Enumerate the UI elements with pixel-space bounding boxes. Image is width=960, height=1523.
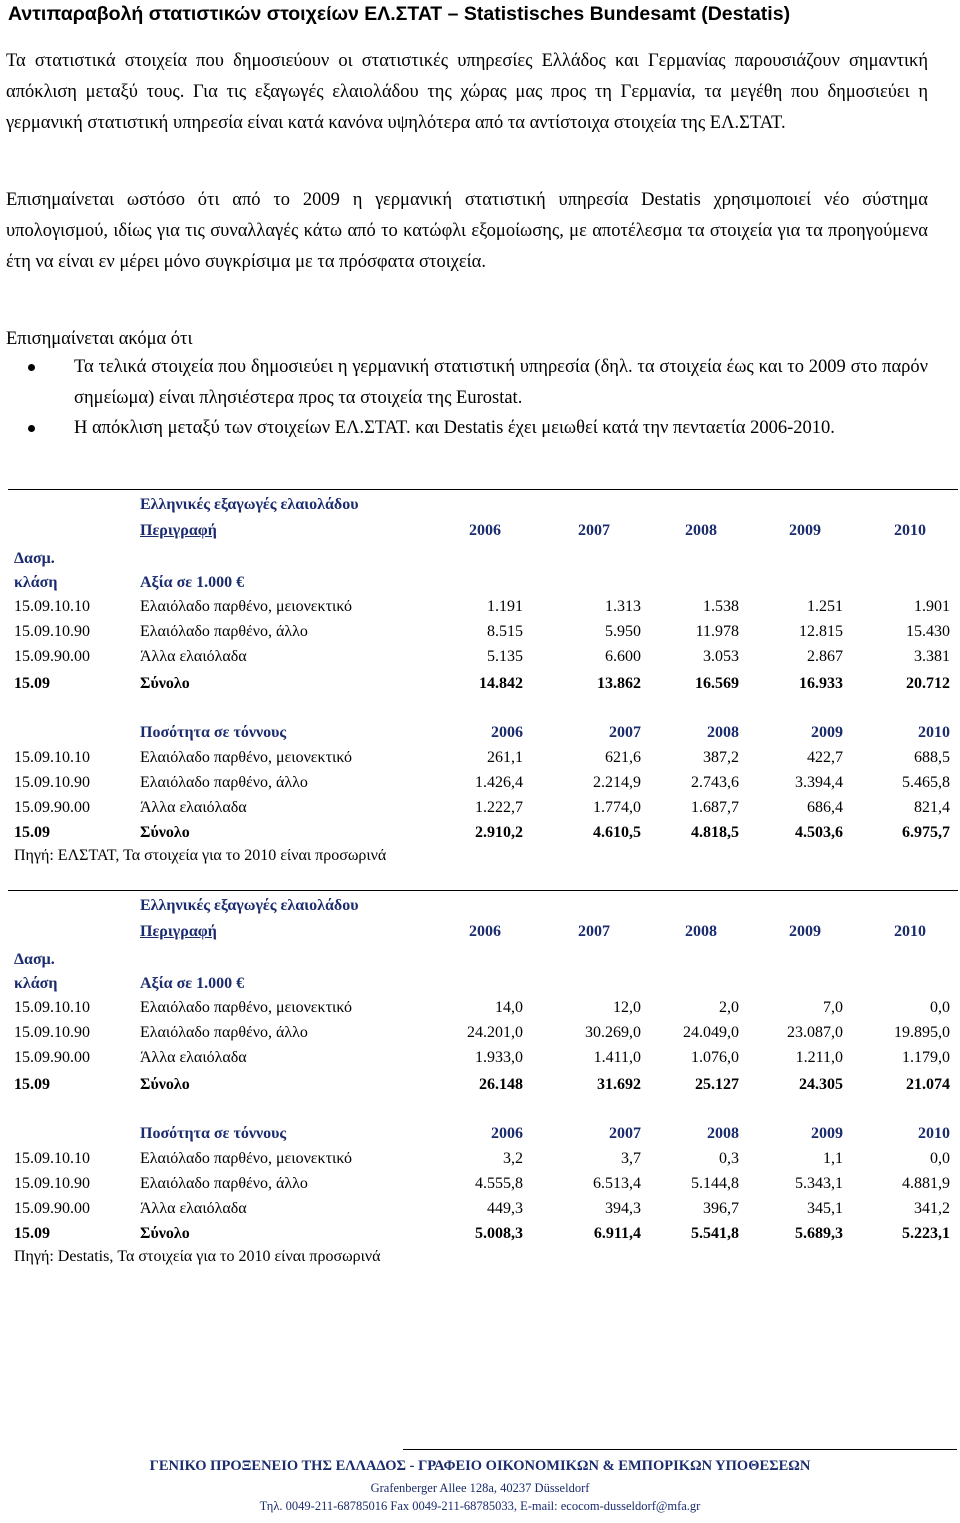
cell-value: 3,7: [621, 1150, 641, 1167]
description-header: Περιγραφή: [140, 522, 217, 539]
cell-value: 1.251: [807, 598, 843, 615]
cell-value: 3,2: [503, 1150, 523, 1167]
table-heading: Ελληνικές εξαγωγές ελαιολάδου: [140, 496, 359, 513]
cell-value: 2,0: [719, 999, 739, 1016]
cell-value: 688,5: [914, 749, 950, 766]
cell-value: 394,3: [605, 1200, 641, 1217]
cell-value: 341,2: [914, 1200, 950, 1217]
product-description: Ελαιόλαδο παρθένο, άλλο: [140, 1175, 308, 1192]
cell-value: 21.074: [906, 1076, 950, 1093]
cell-value: 4.818,5: [691, 824, 739, 841]
year-header: 2008: [707, 1125, 739, 1142]
cell-value: 0,0: [930, 1150, 950, 1167]
year-header: 2010: [918, 724, 950, 741]
year-header: 2009: [789, 923, 821, 940]
methodology-paragraph: Επισημαίνεται ωστόσο ότι από το 2009 η γερμανική στατιστική υπηρεσία Destatis χρησιμοποιεί νέο σύστημα υπολογισμού, ιδίως για τις συναλλαγές κάτω από το κατώφλι εξομοίωσης, με αποτέλεσμα τα στοιχεία για τα προηγούμενα έτη να είναι εν μέρει μόνο συγκρίσιμα με τα πρόσφατα στοιχεία.: [6, 190, 928, 272]
quantity-unit-label: Ποσότητα σε τόννους: [140, 724, 287, 741]
cell-value: 1.901: [914, 598, 950, 615]
cell-value: 16.569: [695, 675, 739, 692]
cell-value: 24.201,0: [467, 1024, 523, 1041]
tariff-code: 15.09.10.90: [14, 1024, 90, 1041]
cell-value: 2.867: [807, 648, 843, 665]
quantity-header-row: [0, 721, 960, 745]
cell-value: 6.911,4: [593, 1225, 641, 1242]
table-header-row: [0, 519, 960, 543]
tariff-code: 15.09.10.10: [14, 999, 90, 1016]
table-row: [0, 996, 960, 1020]
list-item: Η απόκλιση μεταξύ των στοιχείων ΕΛ.ΣΤΑΤ. και Destatis έχει μειωθεί κατά την πενταετία 2006-2010.: [6, 413, 928, 444]
cell-value: 30.269,0: [585, 1024, 641, 1041]
cell-value: 0,0: [930, 999, 950, 1016]
intro-paragraph: Τα στατιστικά στοιχεία που δημοσιεύουν οι στατιστικές υπηρεσίες Ελλάδος και Γερμανίας παρουσιάζουν σημαντική απόκλιση μεταξύ τους. Για τις εξαγωγές ελαιολάδου της χώρας μας προς τη Γερμανία, τα μεγέθη που δημοσιεύει η γερμανική στατιστική υπηρεσία είναι κατά κανόνα υψηλότερα από τα αντίστοιχα στοιχεία της ΕΛ.ΣΤΑΤ.: [6, 51, 928, 133]
tariff-code: 15.09.10.10: [14, 749, 90, 766]
tariff-code: 15.09.10.90: [14, 774, 90, 791]
tariff-code: 15.09: [14, 1076, 50, 1093]
table-heading-row: [0, 493, 960, 517]
cell-value: 19.895,0: [894, 1024, 950, 1041]
year-header: 2008: [685, 522, 717, 539]
year-header: 2007: [609, 1125, 641, 1142]
table-row: [0, 821, 960, 845]
year-header: 2007: [609, 724, 641, 741]
footer-organization: ΓΕΝΙΚΟ ΠΡΟΞΕΝΕΙΟ ΤΗΣ ΕΛΛΑΔΟΣ - ΓΡΑΦΕΙΟ ΟΙΚΟΝΟΜΙΚΩΝ & ΕΜΠΟΡΙΚΩΝ ΥΠΟΘΕΣΕΩΝ: [149, 1458, 811, 1474]
cell-value: 7,0: [823, 999, 843, 1016]
product-description: Σύνολο: [140, 1076, 190, 1093]
table-source-note: Πηγή: ΕΛΣΤΑΤ, Τα στοιχεία για το 2010 είναι προσωρινά: [14, 847, 387, 864]
cell-value: 1.076,0: [691, 1049, 739, 1066]
description-header: Περιγραφή: [140, 923, 217, 940]
tariff-code: 15.09.10.10: [14, 1150, 90, 1167]
cell-value: 1.411,0: [593, 1049, 641, 1066]
product-description: Άλλα ελαιόλαδα: [140, 648, 247, 665]
notes-list: [6, 352, 928, 444]
value-label-row: [0, 972, 960, 996]
tariff-code: 15.09: [14, 675, 50, 692]
value-unit-label: Αξία σε 1.000 €: [140, 975, 245, 992]
cell-value: 16.933: [799, 675, 843, 692]
table-row: [0, 1147, 960, 1171]
cell-value: 5.465,8: [902, 774, 950, 791]
cell-value: 5.950: [605, 623, 641, 640]
table-row: [0, 620, 960, 644]
cell-value: 5.689,3: [795, 1225, 843, 1242]
code-label: κλάση: [14, 574, 58, 591]
tariff-code: 15.09: [14, 824, 50, 841]
table-heading-row: [0, 894, 960, 918]
cell-value: 23.087,0: [787, 1024, 843, 1041]
code-label-row: [0, 547, 960, 571]
cell-value: 6.513,4: [593, 1175, 641, 1192]
cell-value: 1.687,7: [691, 799, 739, 816]
cell-value: 1.538: [703, 598, 739, 615]
footer-contact: Τηλ. 0049-211-68785016 Fax 0049-211-68785033, E-mail: ecocom-dusseldorf@mfa.gr: [259, 1499, 701, 1513]
note-paragraph: Επισημαίνεται ακόμα ότι: [6, 329, 193, 349]
year-header: 2010: [918, 1125, 950, 1142]
table-top-rule: [8, 489, 958, 490]
cell-value: 11.978: [695, 623, 739, 640]
cell-value: 5.541,8: [691, 1225, 739, 1242]
product-description: Ελαιόλαδο παρθένο, άλλο: [140, 1024, 308, 1041]
product-description: Σύνολο: [140, 675, 190, 692]
list-item: Τα τελικά στοιχεία που δημοσιεύει η γερμανική στατιστική υπηρεσία (δηλ. τα στοιχεία έως και το 2009 στο παρόν σημείωμα) είναι πλησιέστερα προς τα στοιχεία της Eurostat.: [6, 352, 928, 413]
table-row: [0, 1222, 960, 1246]
cell-value: 20.712: [906, 675, 950, 692]
value-label-row: [0, 571, 960, 595]
cell-value: 12,0: [613, 999, 641, 1016]
product-description: Ελαιόλαδο παρθένο, άλλο: [140, 774, 308, 791]
cell-value: 5.144,8: [691, 1175, 739, 1192]
cell-value: 621,6: [605, 749, 641, 766]
cell-value: 396,7: [703, 1200, 739, 1217]
cell-value: 4.881,9: [902, 1175, 950, 1192]
product-description: Σύνολο: [140, 824, 190, 841]
tariff-code: 15.09.10.90: [14, 1175, 90, 1192]
footer-divider: [403, 1449, 957, 1450]
tariff-code: 15.09.10.90: [14, 623, 90, 640]
year-header: 2009: [811, 1125, 843, 1142]
cell-value: 5.008,3: [475, 1225, 523, 1242]
tariff-code: 15.09.10.10: [14, 598, 90, 615]
cell-value: 15.430: [906, 623, 950, 640]
cell-value: 686,4: [807, 799, 843, 816]
cell-value: 1,1: [823, 1150, 843, 1167]
product-description: Ελαιόλαδο παρθένο, μειονεκτικό: [140, 999, 353, 1016]
table-row: [0, 796, 960, 820]
quantity-unit-label: Ποσότητα σε τόννους: [140, 1125, 287, 1142]
cell-value: 24.049,0: [683, 1024, 739, 1041]
table-row: [0, 771, 960, 795]
product-description: Άλλα ελαιόλαδα: [140, 799, 247, 816]
cell-value: 2.214,9: [593, 774, 641, 791]
product-description: Άλλα ελαιόλαδα: [140, 1049, 247, 1066]
product-description: Άλλα ελαιόλαδα: [140, 1200, 247, 1217]
cell-value: 5.135: [487, 648, 523, 665]
year-header: 2007: [578, 522, 610, 539]
year-header: 2010: [894, 923, 926, 940]
cell-value: 31.692: [597, 1076, 641, 1093]
code-label-row: [0, 948, 960, 972]
table-source-note: Πηγή: Destatis, Τα στοιχεία για το 2010 είναι προσωρινά: [14, 1248, 381, 1265]
cell-value: 345,1: [807, 1200, 843, 1217]
cell-value: 1.426,4: [475, 774, 523, 791]
cell-value: 449,3: [487, 1200, 523, 1217]
cell-value: 13.862: [597, 675, 641, 692]
cell-value: 8.515: [487, 623, 523, 640]
table-row: [0, 1021, 960, 1045]
year-header: 2009: [789, 522, 821, 539]
cell-value: 5.223,1: [902, 1225, 950, 1242]
product-description: Ελαιόλαδο παρθένο, μειονεκτικό: [140, 1150, 353, 1167]
cell-value: 1.222,7: [475, 799, 523, 816]
code-label: Δασμ.: [14, 550, 55, 567]
cell-value: 25.127: [695, 1076, 739, 1093]
cell-value: 422,7: [807, 749, 843, 766]
tariff-code: 15.09.90.00: [14, 799, 90, 816]
cell-value: 1.933,0: [475, 1049, 523, 1066]
cell-value: 1.211,0: [795, 1049, 843, 1066]
cell-value: 2.743,6: [691, 774, 739, 791]
value-unit-label: Αξία σε 1.000 €: [140, 574, 245, 591]
cell-value: 12.815: [799, 623, 843, 640]
cell-value: 1.313: [605, 598, 641, 615]
footer-address: Grafenberger Allee 128a, 40237 Düsseldorf: [370, 1481, 590, 1495]
year-header: 2006: [491, 724, 523, 741]
cell-value: 387,2: [703, 749, 739, 766]
page-title: Αντιπαραβολή στατιστικών στοιχείων ΕΛ.ΣΤΑΤ – Statistisches Bundesamt (Destatis): [8, 3, 791, 25]
table-row: [0, 672, 960, 696]
cell-value: 4.610,5: [593, 824, 641, 841]
cell-value: 3.053: [703, 648, 739, 665]
tariff-code: 15.09.90.00: [14, 648, 90, 665]
cell-value: 24.305: [799, 1076, 843, 1093]
bullet-icon: [28, 364, 35, 371]
quantity-header-row: [0, 1122, 960, 1146]
cell-value: 1.191: [487, 598, 523, 615]
table-row: [0, 1172, 960, 1196]
tariff-code: 15.09.90.00: [14, 1200, 90, 1217]
table-header-row: [0, 920, 960, 944]
cell-value: 14,0: [495, 999, 523, 1016]
tariff-code: 15.09.90.00: [14, 1049, 90, 1066]
year-header: 2006: [469, 923, 501, 940]
year-header: 2006: [469, 522, 501, 539]
cell-value: 2.910,2: [475, 824, 523, 841]
cell-value: 0,3: [719, 1150, 739, 1167]
bullet-icon: [28, 425, 35, 432]
year-header: 2009: [811, 724, 843, 741]
tariff-code: 15.09: [14, 1225, 50, 1242]
year-header: 2008: [685, 923, 717, 940]
table-row: [0, 1197, 960, 1221]
product-description: Ελαιόλαδο παρθένο, άλλο: [140, 623, 308, 640]
year-header: 2008: [707, 724, 739, 741]
cell-value: 1.774,0: [593, 799, 641, 816]
code-label: Δασμ.: [14, 951, 55, 968]
year-header: 2007: [578, 923, 610, 940]
cell-value: 1.179,0: [902, 1049, 950, 1066]
year-header: 2010: [894, 522, 926, 539]
cell-value: 6.600: [605, 648, 641, 665]
year-header: 2006: [491, 1125, 523, 1142]
cell-value: 4.503,6: [795, 824, 843, 841]
table-row: [0, 645, 960, 669]
table-top-rule: [8, 890, 958, 891]
product-description: Ελαιόλαδο παρθένο, μειονεκτικό: [140, 598, 353, 615]
cell-value: 3.381: [914, 648, 950, 665]
code-label: κλάση: [14, 975, 58, 992]
cell-value: 26.148: [479, 1076, 523, 1093]
cell-value: 4.555,8: [475, 1175, 523, 1192]
product-description: Ελαιόλαδο παρθένο, μειονεκτικό: [140, 749, 353, 766]
table-row: [0, 595, 960, 619]
table-row: [0, 1073, 960, 1097]
cell-value: 821,4: [914, 799, 950, 816]
table-heading: Ελληνικές εξαγωγές ελαιολάδου: [140, 897, 359, 914]
cell-value: 14.842: [479, 675, 523, 692]
cell-value: 3.394,4: [795, 774, 843, 791]
cell-value: 261,1: [487, 749, 523, 766]
product-description: Σύνολο: [140, 1225, 190, 1242]
table-row: [0, 1046, 960, 1070]
table-row: [0, 746, 960, 770]
cell-value: 5.343,1: [795, 1175, 843, 1192]
cell-value: 6.975,7: [902, 824, 950, 841]
